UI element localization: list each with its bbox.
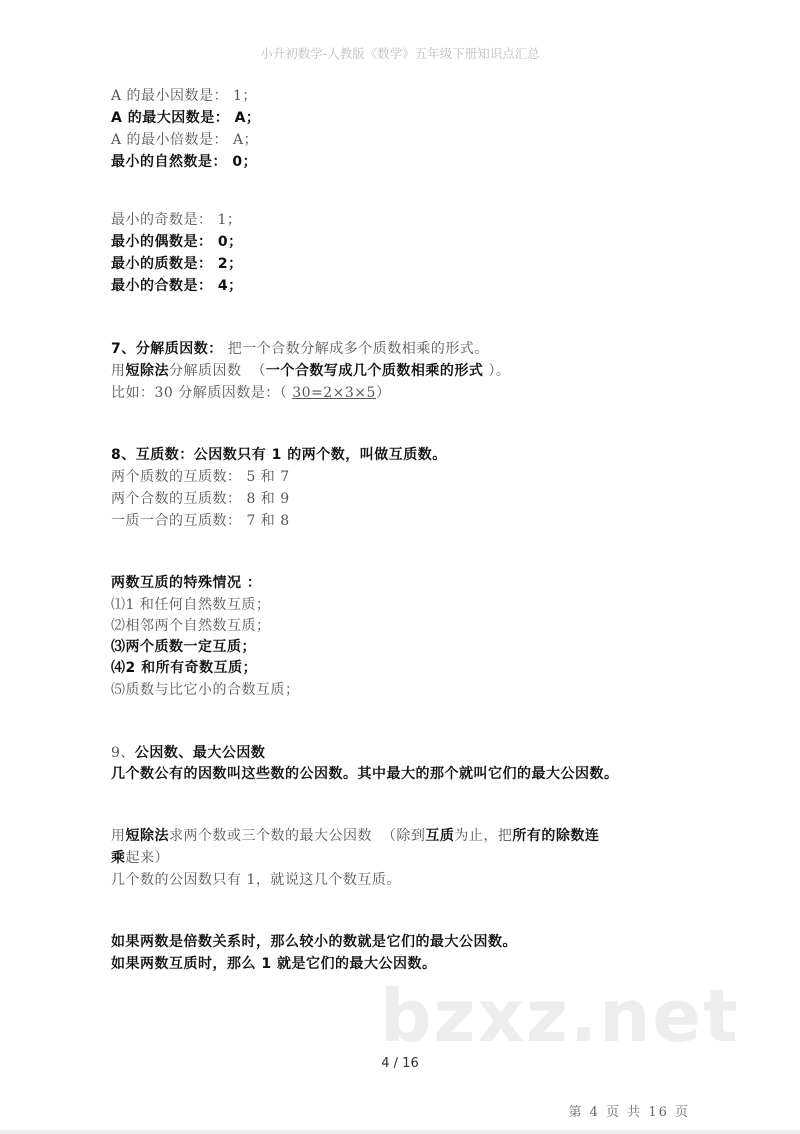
- page-indicator: 4 / 16: [381, 1056, 419, 1071]
- page-bottom-edge: [0, 1130, 800, 1134]
- text-line: [111, 743, 265, 763]
- text-line: [111, 445, 447, 465]
- bold-text: 所有的除数连: [512, 828, 600, 844]
- bold-text: 两数互质的特殊情况 ：: [111, 575, 262, 591]
- text: 一质一合的互质数： 7 和 8: [111, 513, 290, 529]
- text-line: [111, 637, 256, 657]
- bold-text: 如果两数互质时，那么 1 就是它们的最大公因数。: [111, 956, 437, 972]
- text: 9、: [111, 745, 135, 761]
- bold-text: 短除法: [125, 363, 169, 379]
- text-line: [111, 595, 270, 615]
- bold-text: 最小的合数是： 4；: [111, 278, 243, 294]
- bold-text: 最小的质数是： 2；: [111, 256, 243, 272]
- bold-text: 7、: [111, 341, 136, 357]
- text-line: [111, 276, 243, 296]
- bold-text: ⑷2 和所有奇数互质；: [111, 660, 258, 676]
- text: 把一个合数分解成多个质数相乘的形式。: [222, 341, 489, 357]
- text: ）: [375, 385, 391, 401]
- page-footer: 第 4 页 共 16 页: [568, 1105, 690, 1120]
- running-header: 小升初数学-人教版《数学》五年级下册知识点汇总: [260, 46, 540, 61]
- text: 两个合数的互质数： 8 和 9: [111, 491, 290, 507]
- bold-text: 短除法: [125, 828, 169, 844]
- bold-text: ⑶两个质数一定互质；: [111, 639, 256, 655]
- text: 最小的奇数是： 1；: [111, 212, 242, 228]
- text-line: [111, 152, 257, 172]
- text: ⑸质数与比它小的合数互质；: [111, 682, 300, 698]
- text: ⑵相邻两个自然数互质；: [111, 618, 271, 634]
- bold-text: 一个合数写成几个质数相乘的形式: [265, 363, 484, 379]
- bold-text: 公因数、最大公因数: [134, 745, 266, 761]
- text-line: [111, 339, 489, 359]
- text: 比如：30 分解质因数是：（: [111, 385, 293, 401]
- text: 几个数的公因数只有 1，就说这几个数互质。: [111, 872, 401, 888]
- text-line: [111, 826, 599, 846]
- text-line: [111, 130, 258, 150]
- text-line: [111, 954, 437, 974]
- text: 30=2×3×5: [292, 385, 376, 401]
- text-line: [111, 232, 243, 252]
- bold-text: 互质: [425, 828, 455, 844]
- text: 用: [111, 828, 126, 844]
- text-line: [111, 361, 510, 381]
- bold-text: 乘: [111, 850, 126, 866]
- text: ⑴1 和任何自然数互质；: [111, 597, 271, 613]
- text-line: [111, 932, 517, 952]
- bold-text: 几个数公有的因数叫这些数的公因数。其中最大的那个就叫它们的最大公因数。: [111, 766, 619, 782]
- text: 用: [111, 363, 126, 379]
- text-line: [111, 489, 290, 509]
- text-line: [111, 86, 257, 106]
- text-line: [111, 108, 260, 128]
- text-line: [111, 764, 619, 784]
- bold-text: 8、互质数：公因数只有 1 的两个数，叫做互质数。: [111, 447, 447, 463]
- text-line: [111, 848, 169, 868]
- text-line: [111, 658, 257, 678]
- text-line: [111, 254, 243, 274]
- bold-text: A 的最大因数是： A；: [111, 110, 261, 126]
- text-line: [111, 616, 271, 636]
- text-line: [111, 680, 300, 700]
- bold-text: 分解质因数：: [135, 341, 223, 357]
- text-line: [111, 383, 390, 403]
- text: 求两个数或三个数的最大公因数 （除到: [169, 828, 426, 844]
- text-line: [111, 467, 290, 487]
- text-line: [111, 210, 241, 230]
- text: A 的最小倍数是： A；: [111, 132, 259, 148]
- text-line: [111, 573, 261, 593]
- text: 起来）: [125, 850, 169, 866]
- watermark: bzxz.net: [380, 974, 740, 1058]
- text: ）。: [483, 363, 511, 379]
- text: 为止，把: [454, 828, 513, 844]
- bold-text: 最小的偶数是： 0；: [111, 234, 243, 250]
- bold-text: 最小的自然数是： 0；: [111, 154, 258, 170]
- bold-text: 如果两数是倍数关系时，那么较小的数就是它们的最大公因数。: [111, 934, 517, 950]
- text-line: [111, 511, 290, 531]
- text: 两个质数的互质数： 5 和 7: [111, 469, 290, 485]
- text-line: [111, 870, 401, 890]
- text: 分解质因数 （: [169, 363, 266, 379]
- text: A 的最小因数是： 1；: [111, 88, 257, 104]
